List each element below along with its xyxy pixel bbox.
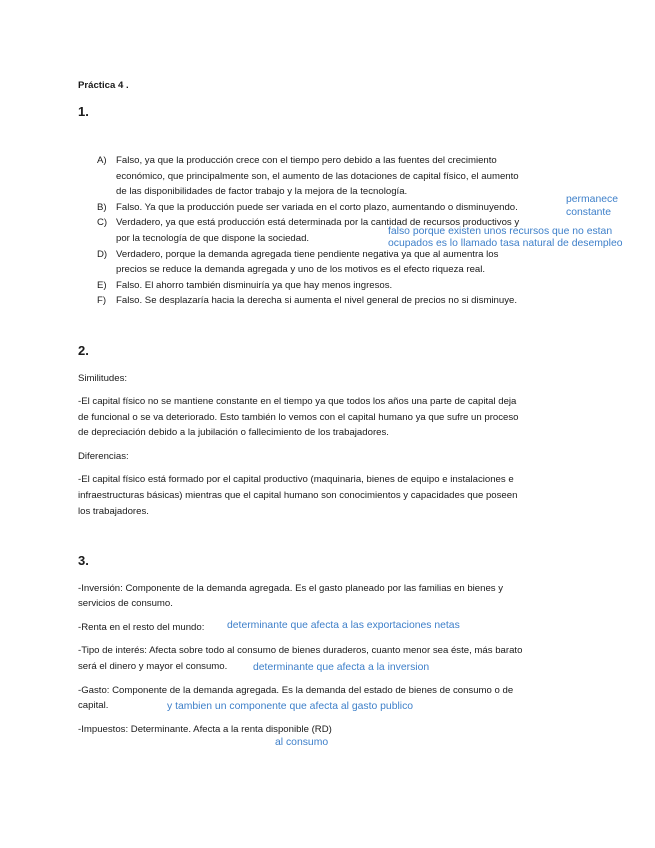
inversion-line-2: servicios de consumo. [78, 598, 173, 609]
item-e-label: E) [97, 280, 107, 291]
inversion-line-1: -Inversión: Componente de la demanda agregada. Es el gasto planeado por las familias en bienes y [78, 583, 504, 594]
section-1-number: 1. [78, 104, 89, 119]
similitudes-line-1: -El capital físico no se mantiene constante en el tiempo ya que todos los años una parte de capital deja [78, 396, 517, 407]
item-a-line-3: de las disponibilidades de factor trabajo y la mejora de la tecnología. [116, 186, 408, 197]
annotation-falso-line-1: falso porque existen unos recursos que no estan [388, 226, 613, 237]
diferencias-label: Diferencias: [78, 451, 129, 462]
diferencias-line-1: -El capital físico está formado por el capital productivo (maquinaria, bienes de equipo e instalaciones e [78, 474, 514, 485]
annotation-impuestos: al consumo [275, 737, 329, 748]
item-c-label: C) [97, 217, 108, 228]
similitudes-line-3: de depreciación debido a la jubilación o fallecimiento de los trabajadores. [78, 427, 389, 438]
annotation-constante: constante [566, 207, 612, 218]
item-a-line-2: económico, que principalmente son, el aumento de las dotaciones de capital físico, el aumento [116, 171, 519, 182]
annotation-gasto: y tambien un componente que afecta al gasto publico [167, 701, 414, 712]
annotation-tipo: determinante que afecta a la inversion [253, 662, 430, 673]
section-3-number: 3. [78, 553, 89, 568]
item-f-line-1: Falso. Se desplazaría hacia la derecha si aumenta el nivel general de precios no si disminuye. [116, 295, 518, 306]
page-title: Práctica 4 . [78, 80, 129, 91]
item-d-line-1: Verdadero, porque la demanda agregada tiene pendiente negativa ya que al aumentra los [116, 249, 499, 260]
tipo-line-1: -Tipo de interés: Afecta sobre todo al consumo de bienes duraderos, cuanto menor sea éste, más barato [78, 645, 523, 656]
item-a-label: A) [97, 155, 107, 166]
gasto-line-1: -Gasto: Componente de la demanda agregada. Es la demanda del estado de bienes de consumo o de [78, 685, 514, 696]
similitudes-label: Similitudes: [78, 373, 128, 384]
tipo-line-2: será el dinero y mayor el consumo. [78, 661, 228, 672]
item-d-line-2: precios se reduce la demanda agregada y uno de los motivos es el efecto riqueza real. [116, 264, 486, 275]
item-c-line-1: Verdadero, ya que está producción está determinada por la cantidad de recursos productivos y [116, 217, 520, 228]
item-a-line-1: Falso, ya que la producción crece con el tiempo pero debido a las fuentes del crecimiento [116, 155, 497, 166]
section-2-number: 2. [78, 343, 89, 358]
annotation-renta: determinante que afecta a las exportaciones netas [227, 620, 460, 631]
annotation-falso-line-2: ocupados es lo llamado tasa natural de desempleo [388, 238, 623, 249]
gasto-line-2: capital. [78, 700, 109, 711]
item-b-line-1: Falso. Ya que la producción puede ser variada en el corto plazo, aumentando o disminuyendo. [116, 202, 518, 213]
diferencias-line-2: infraestructuras básicas) mientras que el capital humano son conocimientos y capacidades que poseen [78, 490, 518, 501]
item-c-line-2: por la tecnología de que dispone la sociedad. [116, 233, 310, 244]
item-d-label: D) [97, 249, 108, 260]
item-b-label: B) [97, 202, 107, 213]
annotation-permanece: permanece [566, 194, 618, 205]
diferencias-line-3: los trabajadores. [78, 506, 149, 517]
impuestos-text: -Impuestos: Determinante. Afecta a la renta disponible (RD) [78, 724, 332, 735]
renta-text: -Renta en el resto del mundo: [78, 622, 205, 633]
similitudes-line-2: de funcional o se va deteriorado. Esto también lo vemos con el capital humano ya que sufre un proceso [78, 412, 519, 423]
item-f-label: F) [97, 295, 107, 306]
item-e-line-1: Falso. El ahorro también disminuiría ya que hay menos ingresos. [116, 280, 393, 291]
